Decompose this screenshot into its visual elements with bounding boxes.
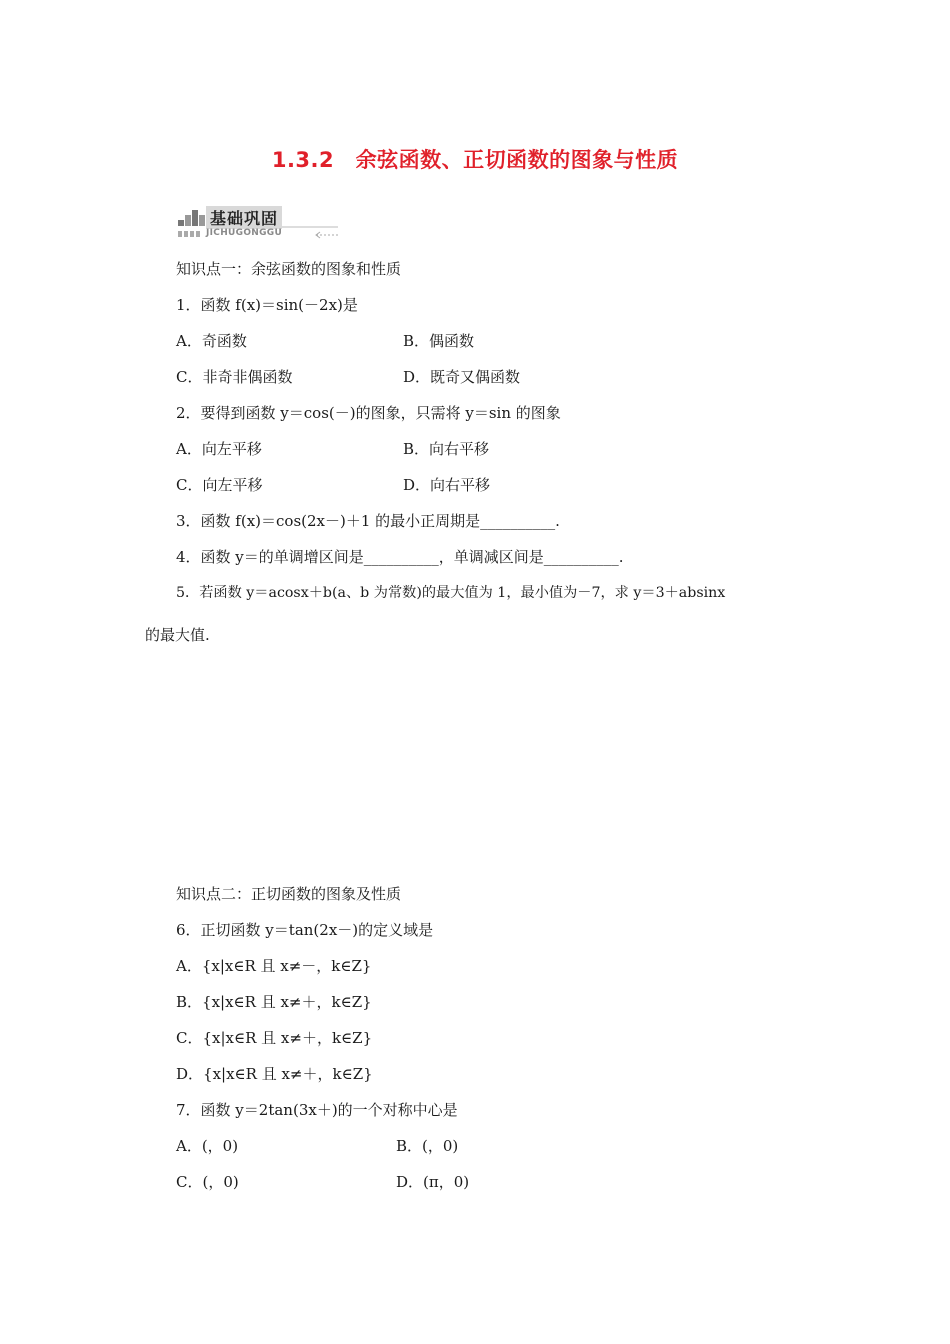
section-heading-2: 知识点二：正切函数的图象及性质 — [176, 885, 402, 903]
q6-option-d: D．{x|x∈R 且 x≠＋，k∈Z} — [176, 1065, 373, 1083]
q7-option-b: B．(，0) — [396, 1137, 459, 1155]
q2-option-d: D．向右平移 — [403, 476, 491, 494]
badge-label: 基础巩固 — [206, 206, 282, 229]
q1-stem: 1．函数 f(x)＝sin(－2x)是 — [176, 296, 358, 314]
q6-stem: 6．正切函数 y＝tan(2x－)的定义域是 — [176, 921, 434, 939]
q6-option-b: B．{x|x∈R 且 x≠＋，k∈Z} — [176, 993, 372, 1011]
q5-line-2: 的最大值. — [145, 626, 210, 644]
q5-line-1: 5．若函数 y＝acosx＋b(a、b 为常数)的最大值为 1，最小值为－7，求 y＝3＋absinx — [176, 585, 726, 601]
q1-option-d: D．既奇又偶函数 — [403, 368, 521, 386]
q7-option-a: A．(，0) — [176, 1137, 239, 1155]
page-title: 1.3.2 余弦函数、正切函数的图象与性质 — [271, 148, 679, 172]
q7-stem: 7．函数 y＝2tan(3x＋)的一个对称中心是 — [176, 1101, 458, 1119]
q1-option-a: A．奇函数 — [176, 332, 247, 350]
q2-option-a: A．向左平移 — [176, 440, 262, 458]
q6-option-c: C．{x|x∈R 且 x≠＋，k∈Z} — [176, 1029, 373, 1047]
badge-sublabel: JICHUGONGGU — [206, 228, 283, 238]
q2-stem: 2．要得到函数 y＝cos(－)的图象，只需将 y＝sin 的图象 — [176, 404, 561, 422]
q7-option-c: C．(，0) — [176, 1173, 239, 1191]
q6-option-a: A．{x|x∈R 且 x≠－，k∈Z} — [176, 957, 372, 975]
q1-option-b: B．偶函数 — [403, 332, 475, 350]
q7-option-d: D．(π，0) — [396, 1173, 470, 1191]
q1-option-c: C．非奇非偶函数 — [176, 368, 293, 386]
section-heading-1: 知识点一：余弦函数的图象和性质 — [176, 260, 402, 278]
q2-option-c: C．向左平移 — [176, 476, 263, 494]
q2-option-b: B．向右平移 — [403, 440, 490, 458]
q4-text: 4．函数 y＝的单调增区间是__________，单调减区间是__________. — [176, 548, 624, 566]
q3-text: 3．函数 f(x)＝cos(2x－)＋1 的最小正周期是__________. — [176, 512, 560, 530]
section-badge — [176, 204, 341, 240]
